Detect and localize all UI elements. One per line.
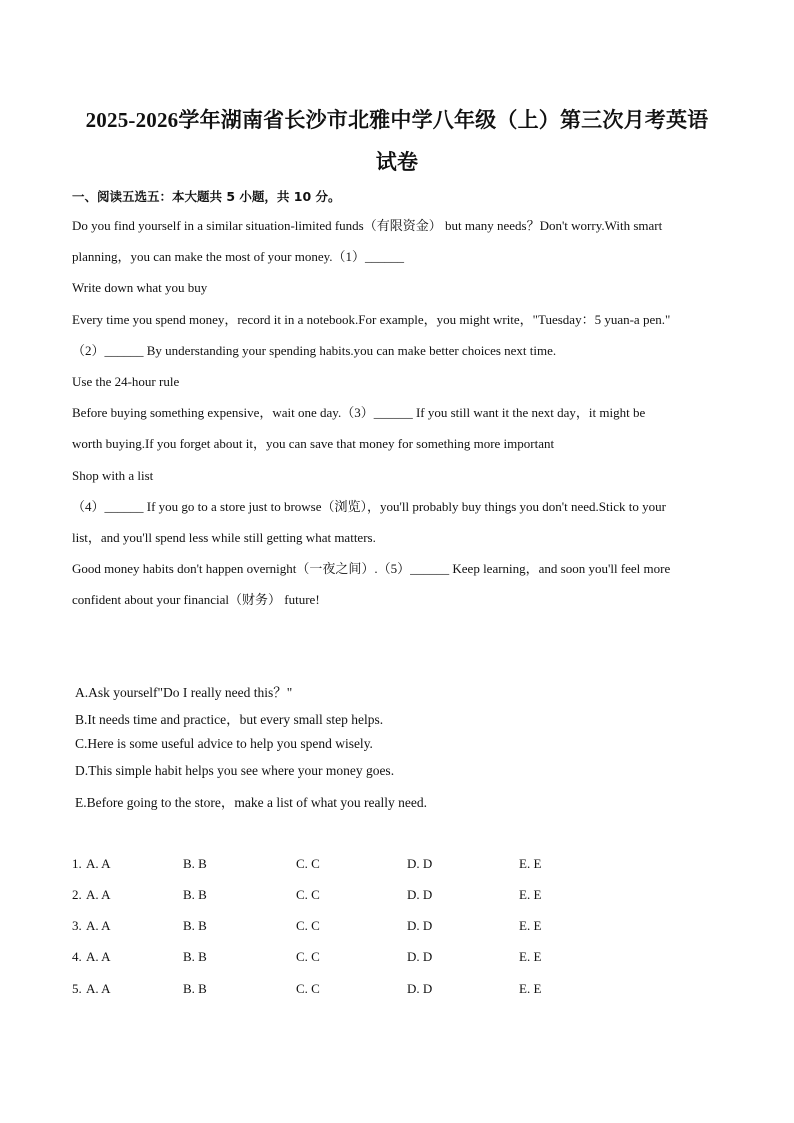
choice-c[interactable]: C. C <box>296 949 320 964</box>
passage-line: （4）______ If you go to a store just to browse（浏览），you'll probably buy things you don't need.Stick to your <box>72 499 666 514</box>
choice-d[interactable]: D. D <box>407 981 433 996</box>
passage-line: list，and you'll spend less while still getting what matters. <box>72 530 376 545</box>
passage-line: Good money habits don't happen overnight（一夜之间）.（5）______ Keep learning，and soon you'll feel more <box>72 561 671 576</box>
answer-row <box>72 856 592 876</box>
choice-c[interactable]: C. C <box>296 918 320 933</box>
choice-a[interactable]: A. A <box>86 918 111 933</box>
choice-b[interactable]: B. B <box>183 856 207 871</box>
answer-row <box>72 981 592 1001</box>
choice-a[interactable]: A. A <box>86 981 111 996</box>
passage-subheading: Shop with a list <box>72 468 154 483</box>
choice-d[interactable]: D. D <box>407 887 433 902</box>
choice-c[interactable]: C. C <box>296 981 320 996</box>
passage-line: confident about your financial（财务） future! <box>72 592 320 607</box>
choice-a[interactable]: A. A <box>86 949 111 964</box>
option-d: D.This simple habit helps you see where your money goes. <box>75 763 395 778</box>
option-a: A.Ask yourself"Do I really need this？" <box>75 685 293 700</box>
passage-line: （2）______ By understanding your spending habits.you can make better choices next time. <box>72 343 557 358</box>
choice-b[interactable]: B. B <box>183 918 207 933</box>
question-number: 4. <box>72 949 82 964</box>
question-number: 3. <box>72 918 82 933</box>
choice-b[interactable]: B. B <box>183 949 207 964</box>
passage-line: Do you find yourself in a similar situation-limited funds（有限资金） but many needs？Don't worry.With smart <box>72 218 663 233</box>
passage-line: planning，you can make the most of your money.（1）______ <box>72 249 405 264</box>
choice-e[interactable]: E. E <box>519 918 542 933</box>
choice-b[interactable]: B. B <box>183 887 207 902</box>
choice-e[interactable]: E. E <box>519 981 542 996</box>
choice-a[interactable]: A. A <box>86 887 111 902</box>
choice-d[interactable]: D. D <box>407 918 433 933</box>
choice-e[interactable]: E. E <box>519 949 542 964</box>
passage-line: Before buying something expensive，wait one day.（3）______ If you still want it the next day，it might be <box>72 405 646 420</box>
choice-c[interactable]: C. C <box>296 856 320 871</box>
choice-b[interactable]: B. B <box>183 981 207 996</box>
choice-a[interactable]: A. A <box>86 856 111 871</box>
answer-row <box>72 949 592 969</box>
option-b: B.It needs time and practice，but every small step helps. <box>75 712 384 727</box>
answer-row <box>72 887 592 907</box>
section-heading: 一、阅读五选五：本大题共 5 小题，共 10 分。 <box>72 189 341 204</box>
passage-line: Every time you spend money，record it in a notebook.For example，you might write，"Tuesday：5 yuan-a pen." <box>72 312 671 327</box>
passage-line: worth buying.If you forget about it，you can save that money for something more important <box>72 436 555 451</box>
question-number: 1. <box>72 856 82 871</box>
passage-subheading: Use the 24-hour rule <box>72 374 180 389</box>
option-c: C.Here is some useful advice to help you spend wisely. <box>75 736 373 751</box>
choice-c[interactable]: C. C <box>296 887 320 902</box>
document-title-line-1: 2025-2026学年湖南省长沙市北雅中学八年级（上）第三次月考英语 <box>85 108 709 132</box>
document-title-line-2: 试卷 <box>375 150 419 174</box>
choice-d[interactable]: D. D <box>407 949 433 964</box>
option-e: E.Before going to the store，make a list of what you really need. <box>75 795 428 810</box>
choice-e[interactable]: E. E <box>519 887 542 902</box>
choice-d[interactable]: D. D <box>407 856 433 871</box>
passage-subheading: Write down what you buy <box>72 280 208 295</box>
answer-row <box>72 918 592 938</box>
choice-e[interactable]: E. E <box>519 856 542 871</box>
question-number: 2. <box>72 887 82 902</box>
question-number: 5. <box>72 981 82 996</box>
